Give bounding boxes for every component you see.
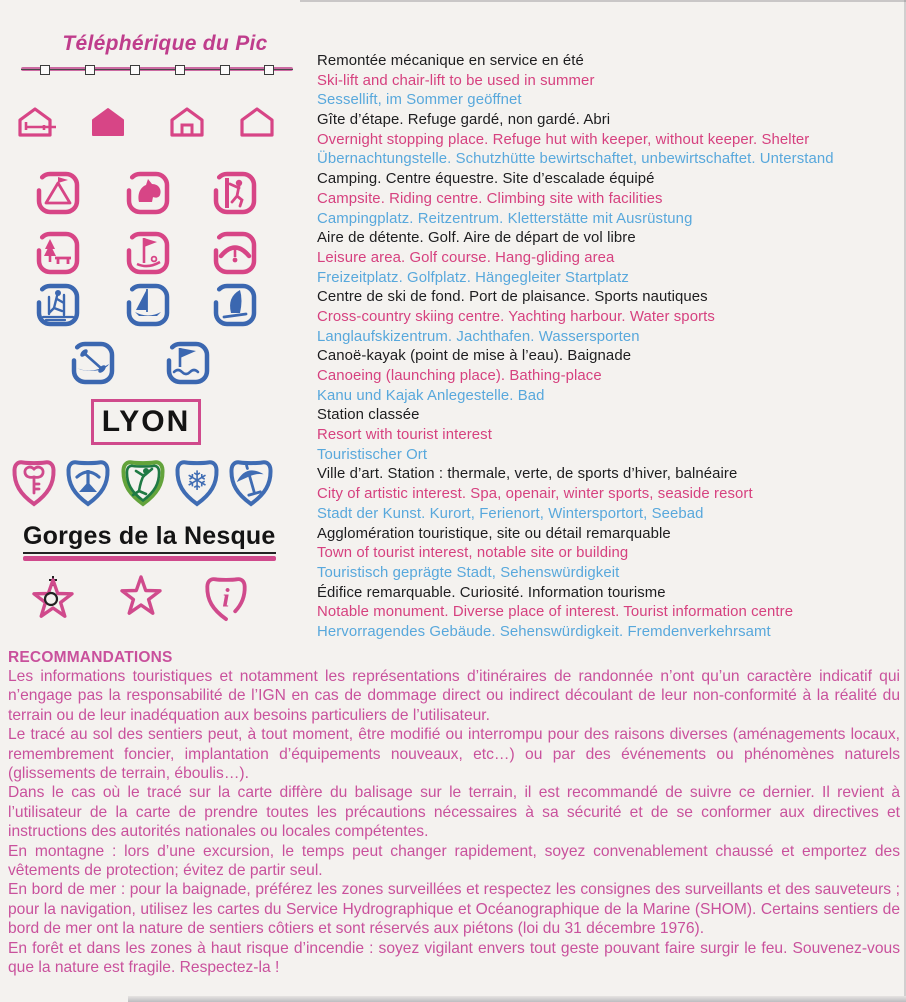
legend-entry: [317, 288, 905, 347]
legend-entry: [317, 525, 905, 584]
recommendation-paragraph: En montagne : lors d’une excursion, le temps peut changer rapidement, soyez convenablement chaussé et emportez des vêtements de protection; évitez de partir seul.: [8, 842, 900, 880]
recommendation-paragraph: Les informations touristiques et notamment les représentations d’itinéraires de randonnée n’ont qu’un caractère indicatif qui n’engage pas la responsabilité de l’IGN en cas de dommage direct ou indirect découlant de leur non-conformité à la réalité du terrain ou de leur inadéquation aux besoins particuliers de l’utilisateur.: [8, 668, 900, 724]
bathing-icon: [165, 340, 211, 386]
legend-line-de: Freizeitplatz. Golfplatz. Hängegleiter Startplatz: [317, 269, 629, 286]
legend-line-de: Touristischer Ort: [317, 446, 428, 463]
art-city-key-badge: [10, 457, 58, 507]
legend-line-en: Ski-lift and chair-lift to be used in summer: [317, 72, 595, 89]
legend-entry: [317, 465, 905, 524]
hang-gliding-icon: [212, 230, 258, 276]
recommendations-section: [8, 648, 900, 978]
legend-line-en: Cross-country skiing centre. Yachting harbour. Water sports: [317, 308, 715, 325]
legend-line-fr: Centre de ski de fond. Port de plaisance. Sports nautiques: [317, 289, 708, 306]
canoe-kayak-icon: [70, 340, 116, 386]
tourist-info-icon: [203, 574, 249, 622]
legend-line-en: Notable monument. Diverse place of interest. Tourist information centre: [317, 604, 794, 621]
climbing-icon: [212, 170, 258, 216]
legend-line-fr: Agglomération touristique, site ou détail remarquable: [317, 525, 671, 542]
legend-line-de: Hervorragendes Gebäude. Sehenswürdigkeit. Fremdenverkehrsamt: [317, 623, 771, 640]
recommendation-paragraph: Dans le cas où le tracé sur la carte diffère du balisage sur le terrain, il est recommandé de suivre ce dernier. Il revient à l’utilisateur de la carte de prendre toutes les précautions nécessaires à sa sécurité et de se conformer aux directives et instructions des autorités nationales ou locales compétentes.: [8, 784, 900, 841]
legend-line-en: City of artistic interest. Spa, openair, winter sports, seaside resort: [317, 486, 753, 503]
legend-line-en: Leisure area. Golf course. Hang-gliding area: [317, 249, 615, 266]
leisure-area-icon: [35, 230, 81, 276]
cableway-line-symbol: [21, 64, 293, 76]
svg-text:❄: ❄: [185, 466, 209, 497]
legend-line-de: Sessellift, im Sommer geöffnet: [317, 92, 522, 109]
legend-line-en: Resort with tourist interest: [317, 427, 492, 444]
legend-line-fr: Remontée mécanique en service en été: [317, 53, 584, 69]
cableway-label: Téléphérique du Pic: [62, 32, 268, 55]
notable-site-label: Gorges de la Nesque: [23, 522, 276, 554]
refuge-non-garde-icon: [168, 106, 206, 138]
campsite-icon: [35, 170, 81, 216]
legend-entry: [317, 229, 905, 288]
legend-line-de: Campingplatz. Reitzentrum. Kletterstätte mit Ausrüstung: [317, 210, 693, 227]
legend-line-en: Town of tourist interest, notable site or building: [317, 545, 629, 562]
refuge-garde-icon: [89, 106, 127, 138]
legend-line-en: Campsite. Riding centre. Climbing site with facilities: [317, 190, 663, 207]
legend-line-fr: Gîte d’étape. Refuge gardé, non gardé. Abri: [317, 112, 611, 129]
legend-line-en: Overnight stopping place. Refuge hut with keeper, without keeper. Shelter: [317, 131, 810, 148]
winter-sports-badge: [173, 457, 221, 507]
svg-text:i: i: [222, 582, 230, 613]
cross-country-ski-icon: [35, 282, 81, 328]
notable-site-label-block: [23, 522, 276, 561]
recommendation-paragraph: Le tracé au sol des sentiers peut, à tout moment, être modifié ou interrompu pour des raisons diverses (aménagements locaux, remembrement foncier, implantation d’équipements nouveaux, etc…) ou par des événements ou phénomènes naturels (glissements de terrain, éboulis…).: [8, 726, 900, 783]
legend-entry: [317, 347, 905, 406]
monument-star-icon: [30, 572, 76, 620]
legend-line-de: Stadt der Kunst. Kurort, Ferienort, Wintersportort, Seebad: [317, 505, 704, 522]
legend-line-fr: Aire de détente. Golf. Aire de départ de vol libre: [317, 230, 636, 247]
legend-line-fr: Canoë-kayak (point de mise à l’eau). Baignade: [317, 348, 632, 365]
legend-line-fr: Édifice remarquable. Curiosité. Information tourisme: [317, 584, 666, 601]
green-resort-badge: [119, 457, 167, 507]
pylon-marker: [130, 65, 140, 75]
legend-line-de: Kanu und Kajak Anlegestelle. Bad: [317, 387, 545, 404]
yachting-harbour-icon: [125, 282, 171, 328]
scan-edge-bottom: [128, 996, 906, 1002]
legend-line-de: Touristisch geprägte Stadt, Sehenswürdigkeit: [317, 564, 620, 581]
riding-centre-icon: [125, 170, 171, 216]
pylon-marker: [264, 65, 274, 75]
scan-edge-top: [300, 0, 906, 2]
legend-entry: [317, 406, 905, 465]
pylon-marker: [175, 65, 185, 75]
legend-line-de: Langlaufskizentrum. Jachthafen. Wassersporten: [317, 328, 640, 345]
pylon-marker: [85, 65, 95, 75]
pylon-marker: [220, 65, 230, 75]
legend-entry: [317, 584, 905, 643]
legend-text-column: [317, 52, 905, 643]
abri-icon: [238, 106, 276, 138]
recommendation-paragraph: En bord de mer : pour la baignade, préférez les zones surveillées et respectez les consignes des surveillants et des sauveteurs ; pour la navigation, utilisez les cartes du Service Hydrographique et Océanographique de la Marine (SHOM). Certains sentiers de bord de mer ont la nature de sentiers côtiers et sont réservés aux piétons (loi du 31 décembre 1976).: [8, 881, 900, 938]
legend-entry: [317, 111, 905, 170]
water-sports-icon: [212, 282, 258, 328]
pylon-marker: [40, 65, 50, 75]
classified-resort-label: LYON: [91, 399, 201, 445]
legend-line-fr: Camping. Centre équestre. Site d’escalade équipé: [317, 171, 655, 188]
legend-entry: [317, 170, 905, 229]
seaside-badge: [227, 457, 275, 507]
legend-line-en: Canoeing (launching place). Bathing-place: [317, 368, 602, 384]
legend-line-fr: Station classée: [317, 407, 420, 424]
legend-line-fr: Ville d’art. Station : thermale, verte, de sports d’hiver, balnéaire: [317, 466, 738, 483]
recommendation-paragraph: En forêt et dans les zones à haut risque d’incendie : soyez vigilant envers tout geste pouvant faire surgir le feu. Souvenez-vous que la nature est fragile. Respectez-la !: [8, 939, 900, 977]
gite-etape-icon: [17, 106, 59, 138]
golf-icon: [125, 230, 171, 276]
legend-entry: [317, 52, 905, 111]
curiosity-star-icon: [118, 574, 164, 620]
site-underline-bar: [23, 556, 276, 561]
cableway-cable: [21, 69, 293, 71]
spa-badge: [64, 457, 112, 507]
legend-line-de: Übernachtungstelle. Schutzhütte bewirtschaftet, unbewirtschaftet. Unterstand: [317, 151, 834, 168]
recommendations-title: RECOMMANDATIONS: [8, 649, 173, 666]
